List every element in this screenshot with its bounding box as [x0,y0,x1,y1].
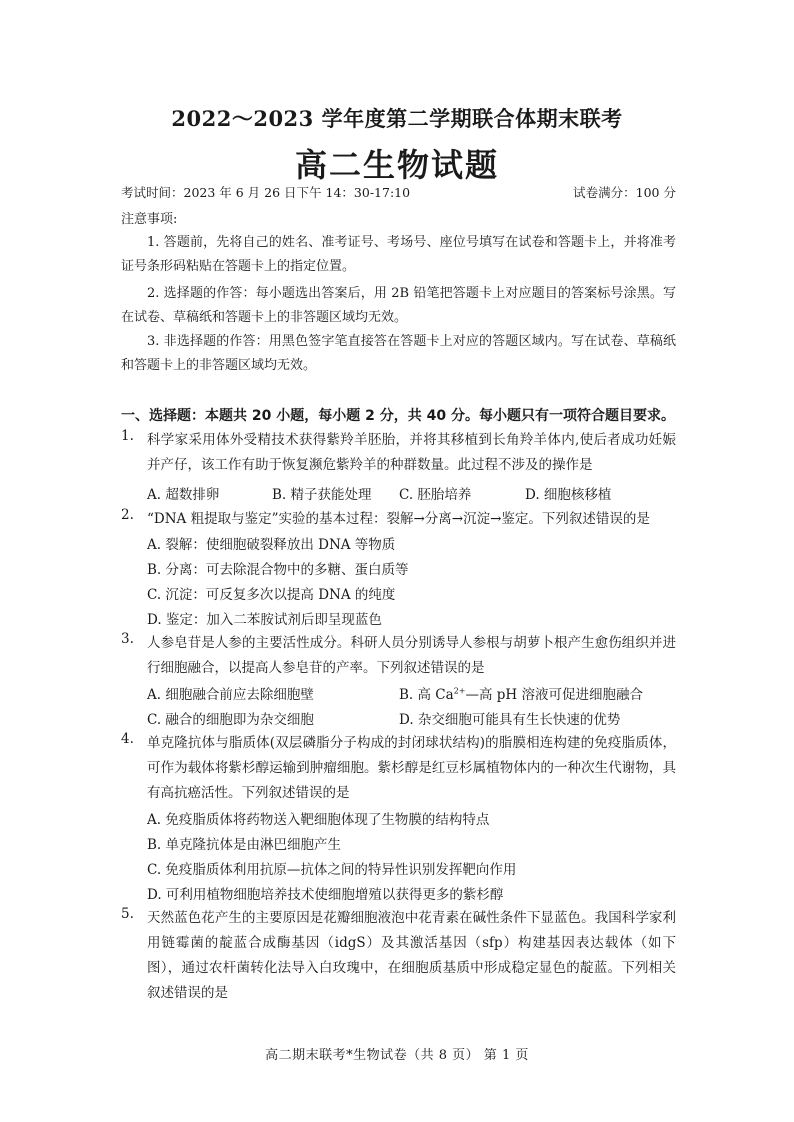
notice-item: 2. 选择题的作答：每小题选出答案后，用 2B 铅笔把答题卡上对应题目的答案标号涂黑。写在试卷、草稿纸和答题卡上的非答题区域均无效。 [121,286,676,325]
option-b: B. 精子获能处理 [272,487,372,503]
exam-time: 考试时间：2023 年 6 月 26 日下午 14：30-17:10 [121,185,411,200]
option-b: B. 单克隆抗体是由淋巴细胞产生 [147,837,342,853]
question-number: 3. [121,631,134,647]
question-stem: “DNA 粗提取与鉴定”实验的基本过程：裂解→分离→沉淀→鉴定。下列叙述错误的是 [147,511,650,527]
full-score: 试卷满分：100 分 [573,185,676,200]
question-stem: 人参皂苷是人参的主要活性成分。科研人员分别诱导人参根与胡萝卜根产生愈伤组织并进行细胞融合，以提高人参皂苷的产率。下列叙述错误的是 [147,635,676,676]
section-title: 一、选择题：本题共 20 小题，每小题 2 分，共 40 分。每小题只有一项符合题目要求。 [121,408,675,424]
notice-item: 1. 答题前，先将自己的姓名、准考证号、考场号、座位号填写在试卷和答题卡上，并将准考证号条形码粘贴在答题卡上的指定位置。 [121,235,676,274]
question-2 [121,507,676,532]
exam-title: 2022～2023 学年度第二学期联合体期末联考 [171,106,623,131]
question-stem: 单克隆抗体与脂质体(双层磷脂分子构成的封闭球状结构)的脂膜相连构建的免疫脂质体，可作为载体将紫杉醇运输到肿瘤细胞。紫杉醇是红豆杉属植物体内的一种次生代谢物，具有高抗癌活性。下列叙述错误的是 [147,735,676,801]
option-a: A. 裂解：使细胞破裂释放出 DNA 等物质 [147,537,396,553]
option-d: D. 鉴定：加入二苯胺试剂后即呈现蓝色 [147,612,382,628]
option-a: A. 免疫脂质体将药物送入靶细胞体现了生物膜的结构特点 [147,812,490,828]
question-number: 2. [121,507,134,523]
question-5 [121,906,676,1006]
question-3 [121,631,676,681]
notice-title: 注意事项: [121,212,178,227]
option-a: A. 超数排卵 [147,487,220,503]
question-stem: 科学家采用体外受精技术获得紫羚羊胚胎，并将其移植到长角羚羊体内,使后者成功妊娠并产仔，该工作有助于恢复濒危紫羚羊的种群数量。此过程不涉及的操作是 [147,432,676,473]
question-number: 1. [121,428,134,444]
option-d: D. 细胞核移植 [525,487,612,503]
option-d: D. 可利用植物细胞培养技术使细胞增殖以获得更多的紫杉醇 [147,887,504,903]
option-c: C. 免疫脂质体利用抗原—抗体之间的特异性识别发挥靶向作用 [147,862,517,878]
page-footer: 高二期末联考*生物试卷（共 8 页） 第 1 页 [265,1048,529,1063]
question-4 [121,731,676,806]
notice-item: 3. 非选择题的作答：用黑色签字笔直接答在答题卡上对应的答题区域内。写在试卷、草稿纸和答题卡上的非答题区域均无效。 [121,334,676,373]
question-number: 5. [121,906,134,922]
option-d: D. 杂交细胞可能具有生长快速的优势 [399,712,621,728]
option-a: A. 细胞融合前应去除细胞壁 [147,687,314,703]
subject-title: 高二生物试题 [294,146,499,184]
option-c: C. 融合的细胞即为杂交细胞 [147,712,314,728]
question-number: 4. [121,731,134,747]
option-b: B. 高 $Ca^{2+}—$高 pH 溶液可促进细胞融合 [399,686,643,703]
option-c: C. 胚胎培养 [399,487,472,503]
exam-meta [121,183,676,201]
question-1 [121,428,676,478]
option-b: B. 分离：可去除混合物中的多糖、蛋白质等 [147,562,409,578]
question-stem: 天然蓝色花产生的主要原因是花瓣细胞液泡中花青素在碱性条件下显蓝色。我国科学家利用链霉菌的靛蓝合成酶基因（idgS）及其激活基因（sfp）构建基因表达载体（如下图），通过农杆菌转化法导入白玫瑰中，在细胞质基质中形成稳定显色的靛蓝。下列相关叙述错误的是 [147,910,676,1001]
option-c: C. 沉淀：可反复多次以提高 DNA 的纯度 [147,587,396,603]
